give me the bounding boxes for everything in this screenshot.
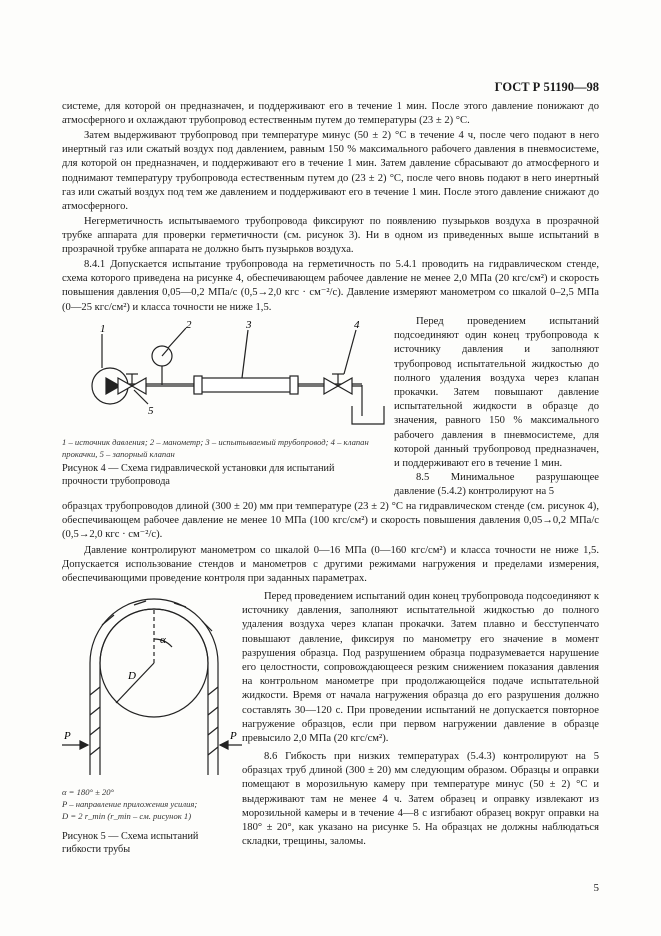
bleed-valve-icon bbox=[324, 378, 338, 394]
paragraph-6: Давление контролируют манометром со шкалой 0—16 МПа (0—160 кгс/см²) и класса точности не ниже 1,5. Допускается использование стендов и манометров с другими режимами нагружения и пределами измерения, обеспечивающими проведение контроля при заданных параметрах. bbox=[62, 545, 599, 585]
legend-diameter: D = 2 r_min (r_min – см. рисунок 1) bbox=[62, 811, 192, 821]
label-p-right: P bbox=[230, 730, 237, 742]
right-paragraph-4: 8.6 Гибкость при низких температурах (5.4.3) контролируют на 5 образцах труб длиной (300 ± 20) мм следующим образом. Образцы и оправки помещают в морозильную камеру при температуре минус (50 ± 2) °С и выдерживают там не менее 4 ч. Затем образец и оправку извлекают из морозильной камеры и в течение 4—8 с изгибают образец вокруг оправки на 180° ± 20°, как указано на рисунке 5. На образцах не должны наблюдаться складки, трещины, заломы. bbox=[242, 751, 599, 848]
paragraph-1: системе, для которой он предназначен, и поддерживают его в течение 1 мин. После этого давление понижают до атмосферного и охлаждают трубопровод естественным путем до температуры (23 ± 2) °С. bbox=[62, 101, 599, 127]
right-paragraph-2: 8.5 Минимальное разрушающее давление (5.4.2) контролируют на 5 bbox=[394, 472, 599, 498]
label-1: 1 bbox=[100, 323, 106, 335]
right-paragraph-1: Перед проведением испытаний подсоединяют один конец трубопровода к источнику давления и заполняют трубопровод испытательной жидкостью до полного удаления воздуха через клапан прокачки. Затем повышают давление испытательной жидкости в образце до значения, равного 150 % максимального рабочего давления в пневмосистеме, для которой данный трубопровод предназначен, и поддерживают его в течение 1 мин. bbox=[394, 316, 599, 470]
paragraph-4: 8.4.1 Допускается испытание трубопровода на герметичность по 5.4.1 проводить на гидравлическом стенде, схема которого приведена на рисунке 4, обеспечивающем рабочее давление не менее 2,0 МПа (20 кгс/см²) и скорость повышения давления 0,05—0,2 МПа/с (0,5→2,0 кгс · см⁻²/с). Давление измеряют манометром со шкалой 0–2,5 МПа (0—25 кгс/см²) и класса точности не ниже 1,5. bbox=[62, 259, 599, 313]
page-number: 5 bbox=[593, 882, 599, 894]
figure-5-bend-scheme bbox=[62, 595, 242, 785]
label-4: 4 bbox=[354, 320, 360, 331]
figure-4-caption: Рисунок 4 — Схема гидравлической установки для испытаний прочности трубопровода bbox=[62, 463, 335, 487]
legend-alpha: α = 180° ± 20° bbox=[62, 787, 114, 797]
label-d: D bbox=[128, 670, 136, 682]
paragraph-5: образцах трубопроводов длиной (300 ± 20) мм при температуре (23 ± 2) °С на гидравлическом стенде (см. рисунок 4), обеспечивающем рабочее давление не менее 10 МПа (100 кгс/см²) и скорость повышения давления 0,05→0,2 МПа/с (0,5→2,0 кгс · см⁻²/с). bbox=[62, 501, 599, 541]
paragraph-3: Негерметичность испытываемого трубопровода фиксируют по появлению пузырьков воздуха в прозрачной трубке аппарата для проверки герметичности (см. рисунок 3). Ни в одном из приведенных выше испытаний в прозрачной трубке аппарата не должно быть пузырьков воздуха. bbox=[62, 216, 599, 256]
test-pipe bbox=[194, 378, 298, 392]
shutoff-valve-icon bbox=[118, 378, 132, 394]
legend-force: P – направление приложения усилия; bbox=[62, 799, 198, 809]
force-arrow-right-icon bbox=[220, 741, 228, 749]
drain-vessel-icon bbox=[352, 406, 384, 424]
figure-5-caption: Рисунок 5 — Схема испытаний гибкости трубы bbox=[62, 831, 199, 855]
figure-4-hydraulic-scheme bbox=[62, 320, 392, 440]
label-3: 3 bbox=[246, 320, 252, 331]
label-p-left: P bbox=[64, 730, 71, 742]
label-5: 5 bbox=[148, 405, 154, 417]
paragraph-2: Затем выдерживают трубопровод при температуре минус (50 ± 2) °С в течение 4 ч, после чего подают в него инертный газ или сжатый воздух под давлением, равным 150 % максимального рабочего давления в пневмосистеме, для которой он предназначен, и поддерживают его в течение 1 мин. Затем давление сбрасывают до атмосферного и поднимают температуру трубопровода естественным путем до (23 ± 2) °С, после чего вновь подают в него инертный газ или сжатый воздух под тем же давлением и поддерживают его в течение 1 мин. После этого давление снижают до атмосферного. bbox=[62, 130, 599, 213]
figure-5-legend bbox=[62, 786, 237, 822]
label-alpha: α bbox=[160, 634, 166, 646]
right-paragraph-3: Перед проведением испытаний один конец трубопровода подсоединяют к источнику давления, заполняют испытательной жидкостью до полного удаления воздуха через клапан прокачки. Затем плавно и бесступенчато повышают давление, фиксируя по манометру его значение в момент разрушения образца. Под разрушением образца подразумевается нарушение его целостности, сопровождающееся резким снижением показания давления на контрольном манометре при продолжающейся подаче испытательной жидкости. Время от начала нагружения образца до его разрушения должно составлять 30—120 с. При проведении испытаний не допускается повторное нагружение образцов, если при первом нагружении давление в образце превысило 2,0 МПа (20 кгс/см²). bbox=[242, 591, 599, 745]
force-arrow-left-icon bbox=[80, 741, 88, 749]
document-header: ГОСТ Р 51190—98 bbox=[494, 80, 599, 94]
figure-4-legend: 1 – источник давления; 2 – манометр; 3 – испытываемый трубопровод; 4 – клапан прокачки, 5 – запорный клапан bbox=[62, 437, 369, 459]
label-2: 2 bbox=[186, 320, 192, 331]
